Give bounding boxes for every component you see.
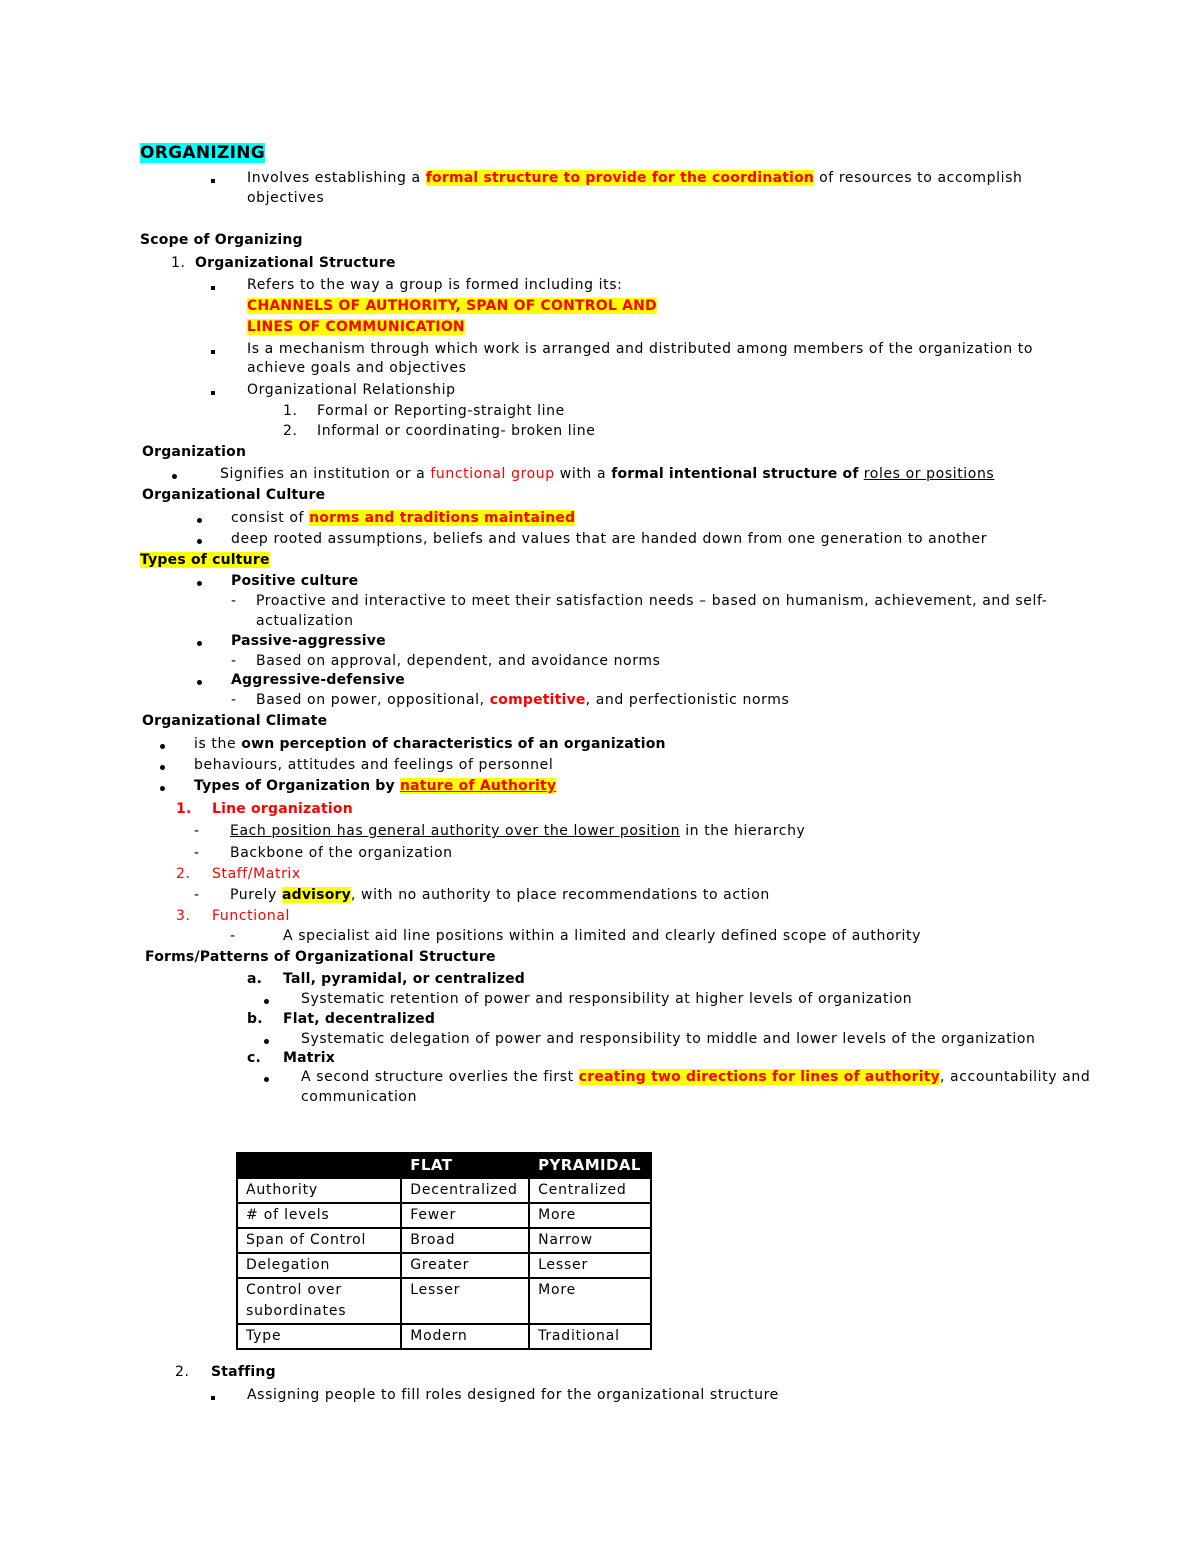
table-cell: Lesser <box>529 1253 651 1278</box>
organization-definition: Signifies an institution or a functional group with a formal intentional structure of roles or positions <box>220 466 995 482</box>
staffing-desc: Assigning people to fill roles designed for the organizational structure <box>247 1387 779 1403</box>
form-matrix: Matrix <box>283 1050 336 1066</box>
table-header-cell: PYRAMIDAL <box>529 1153 651 1178</box>
climate-bullet-1: is the own perception of characteristics of an organization <box>194 736 666 752</box>
dash-bullet: - <box>231 593 237 609</box>
page-title: ORGANIZING <box>140 143 266 163</box>
round-bullet-icon <box>160 756 165 776</box>
table-cell: Control over subordinates <box>237 1278 401 1324</box>
relationship-number: 1. <box>283 403 298 419</box>
table-cell: More <box>529 1203 651 1228</box>
table-cell: # of levels <box>237 1203 401 1228</box>
form-flat: Flat, decentralized <box>283 1011 436 1027</box>
climate-bullet-2: behaviours, attitudes and feelings of personnel <box>194 757 554 773</box>
table-row <box>237 1203 651 1228</box>
table-cell: Decentralized <box>401 1178 529 1203</box>
line-desc-1: Each position has general authority over the lower position in the hierarchy <box>230 823 806 839</box>
round-bullet-icon <box>264 1030 269 1050</box>
forms-heading: Forms/Patterns of Organizational Structure <box>145 949 496 965</box>
table-cell: Authority <box>237 1178 401 1203</box>
table-cell: More <box>529 1278 651 1324</box>
flat-vs-pyramidal-table <box>236 1152 652 1350</box>
table-row <box>237 1178 651 1203</box>
round-bullet-icon <box>160 735 165 755</box>
form-flat-desc: Systematic delegation of power and responsibility to middle and lower levels of the organization <box>301 1031 1036 1047</box>
scope-heading: Scope of Organizing <box>140 232 303 248</box>
positive-desc: Proactive and interactive to meet their satisfaction needs – based on humanism, achievement, and self- <box>256 593 1048 609</box>
square-bullet-icon <box>211 340 215 360</box>
dash-bullet: - <box>194 887 200 903</box>
form-letter: b. <box>247 1011 263 1027</box>
square-bullet-icon <box>211 276 215 296</box>
table-row <box>237 1278 651 1324</box>
round-bullet-icon <box>197 530 202 550</box>
dash-bullet: - <box>231 692 237 708</box>
square-bullet-icon <box>211 169 215 189</box>
form-tall: Tall, pyramidal, or centralized <box>283 971 525 987</box>
aggressive-desc: Based on power, oppositional, competitive, and perfectionistic norms <box>256 692 790 708</box>
scope-item-label: Organizational Structure <box>195 255 396 271</box>
positive-desc-cont: actualization <box>256 613 354 629</box>
relationship-number: 2. <box>283 423 298 439</box>
culture-bullet-2: deep rooted assumptions, beliefs and values that are handed down from one generation to another <box>231 531 988 547</box>
structure-highlight-2: LINES OF COMMUNICATION <box>247 319 465 335</box>
round-bullet-icon <box>197 572 202 592</box>
table-cell: Fewer <box>401 1203 529 1228</box>
square-bullet-icon <box>211 1386 215 1406</box>
form-letter: c. <box>247 1050 262 1066</box>
table-row <box>237 1228 651 1253</box>
dash-bullet: - <box>194 823 200 839</box>
org-type-line: Line organization <box>212 801 353 817</box>
organization-heading: Organization <box>142 444 247 460</box>
form-tall-desc: Systematic retention of power and responsibility at higher levels of organization <box>301 991 913 1007</box>
intro-text: Involves establishing a formal structure to provide for the coordination of resources to accomplish <box>247 170 1023 186</box>
structure-bullet-1: Refers to the way a group is formed including its: <box>247 277 623 293</box>
table-header-cell <box>237 1153 401 1178</box>
line-desc-2: Backbone of the organization <box>230 845 453 861</box>
table-row <box>237 1324 651 1349</box>
passive-desc: Based on approval, dependent, and avoidance norms <box>256 653 661 669</box>
relationship-formal: Formal or Reporting-straight line <box>317 403 565 419</box>
table-cell: Centralized <box>529 1178 651 1203</box>
types-culture-heading: Types of culture <box>140 552 270 568</box>
table-header-row <box>237 1153 651 1178</box>
round-bullet-icon <box>264 990 269 1010</box>
round-bullet-icon <box>264 1068 269 1088</box>
table-cell: Greater <box>401 1253 529 1278</box>
dash-bullet: - <box>231 653 237 669</box>
form-matrix-desc-cont: communication <box>301 1089 418 1105</box>
table-cell: Modern <box>401 1324 529 1349</box>
table-cell: Lesser <box>401 1278 529 1324</box>
round-bullet-icon <box>197 632 202 652</box>
scope-item-number: 1. <box>171 255 186 271</box>
structure-highlight-1: CHANNELS OF AUTHORITY, SPAN OF CONTROL AND <box>247 298 657 314</box>
org-type-staff: Staff/Matrix <box>212 866 301 882</box>
climate-bullet-3: Types of Organization by nature of Authority <box>194 778 557 794</box>
round-bullet-icon <box>172 465 177 485</box>
table-header-cell: FLAT <box>401 1153 529 1178</box>
table-cell: Span of Control <box>237 1228 401 1253</box>
structure-bullet-3: Organizational Relationship <box>247 382 456 398</box>
round-bullet-icon <box>197 671 202 691</box>
table-row <box>237 1253 651 1278</box>
culture-bullet-1: consist of norms and traditions maintained <box>231 510 576 526</box>
staffing-number: 2. <box>175 1364 190 1380</box>
org-type-functional: Functional <box>212 908 291 924</box>
culture-type-aggressive: Aggressive-defensive <box>231 672 405 688</box>
square-bullet-icon <box>211 381 215 401</box>
culture-type-passive: Passive-aggressive <box>231 633 386 649</box>
table-cell: Traditional <box>529 1324 651 1349</box>
staffing-label: Staffing <box>211 1364 276 1380</box>
culture-heading: Organizational Culture <box>142 487 326 503</box>
table-cell: Delegation <box>237 1253 401 1278</box>
climate-heading: Organizational Climate <box>142 713 328 729</box>
table-cell: Narrow <box>529 1228 651 1253</box>
org-type-number: 2. <box>176 866 191 882</box>
form-letter: a. <box>247 971 263 987</box>
round-bullet-icon <box>160 777 165 797</box>
relationship-informal: Informal or coordinating- broken line <box>317 423 596 439</box>
structure-bullet-2: Is a mechanism through which work is arranged and distributed among members of the organization to <box>247 341 1034 357</box>
intro-text-cont: objectives <box>247 190 325 206</box>
table-cell: Type <box>237 1324 401 1349</box>
staff-desc: Purely advisory, with no authority to place recommendations to action <box>230 887 770 903</box>
table-cell: Broad <box>401 1228 529 1253</box>
org-type-number: 3. <box>176 908 191 924</box>
form-matrix-desc: A second structure overlies the first creating two directions for lines of authority, accountability and <box>301 1069 1091 1085</box>
dash-bullet: - <box>230 928 236 944</box>
functional-desc: A specialist aid line positions within a limited and clearly defined scope of authority <box>283 928 921 944</box>
structure-bullet-2-cont: achieve goals and objectives <box>247 360 467 376</box>
round-bullet-icon <box>197 509 202 529</box>
org-type-number: 1. <box>176 801 192 817</box>
dash-bullet: - <box>194 845 200 861</box>
culture-type-positive: Positive culture <box>231 573 359 589</box>
